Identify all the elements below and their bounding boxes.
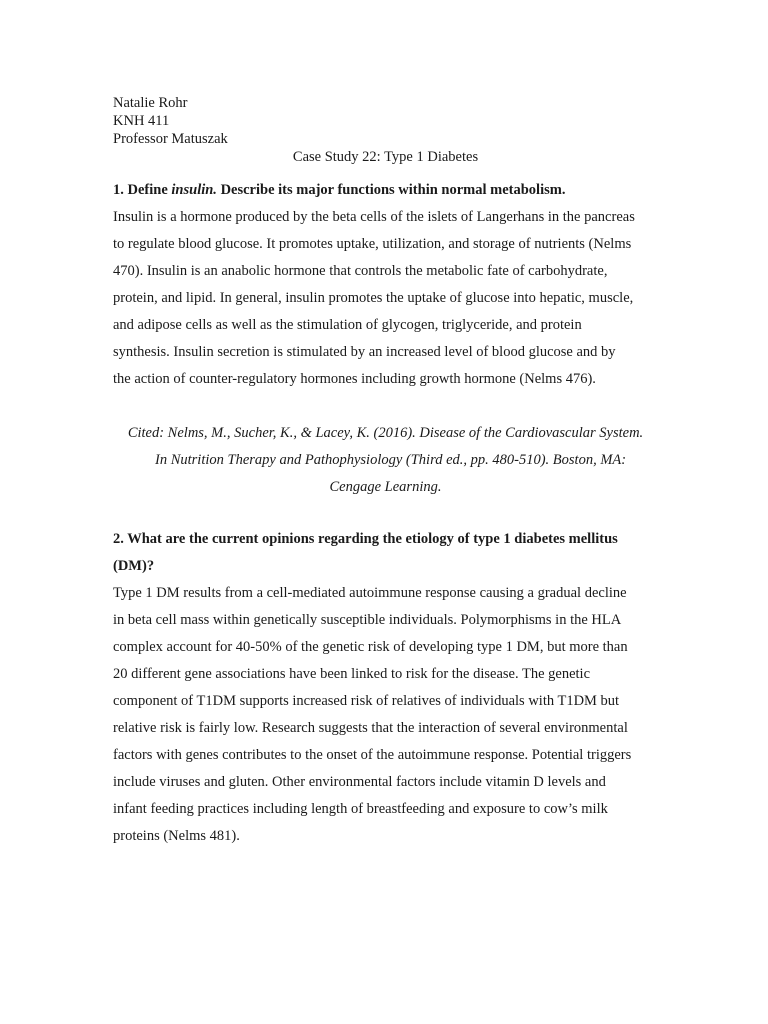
citation-line-1: Cited: Nelms, M., Sucher, K., & Lacey, K. (2016). Disease of the Cardiovascular System. xyxy=(127,425,644,441)
question-1-term: insulin. xyxy=(171,182,217,198)
answer-2-line: in beta cell mass within genetically susceptible individuals. Polymorphisms in the HLA xyxy=(113,612,622,628)
answer-1-line: synthesis. Insulin secretion is stimulated by an increased level of blood glucose and by xyxy=(113,344,616,360)
answer-2-line: factors with genes contributes to the onset of the autoimmune response. Potential triggers xyxy=(113,747,632,763)
answer-2-line: complex account for 40-50% of the genetic risk of developing type 1 DM, but more than xyxy=(113,639,628,655)
question-1-prefix: 1. Define xyxy=(113,182,172,198)
answer-2-line: Type 1 DM results from a cell-mediated autoimmune response causing a gradual decline xyxy=(113,585,627,601)
citation xyxy=(113,420,658,501)
question-1 xyxy=(113,177,658,204)
answer-2-line: infant feeding practices including length of breastfeeding and exposure to cow’s milk xyxy=(113,801,608,817)
citation-line-3: Cengage Learning. xyxy=(329,479,442,495)
answer-2-line: 20 different gene associations have been linked to risk for the disease. The genetic xyxy=(113,666,590,682)
answer-2 xyxy=(113,580,658,850)
answer-2-line: component of T1DM supports increased risk of relatives of individuals with T1DM but xyxy=(113,693,620,709)
answer-1 xyxy=(113,204,658,393)
author-name: Natalie Rohr xyxy=(113,95,188,111)
professor-name: Professor Matuszak xyxy=(113,131,228,147)
question-1-suffix: Describe its major functions within normal metabolism. xyxy=(216,182,566,198)
answer-2-line: include viruses and gluten. Other environmental factors include vitamin D levels and xyxy=(113,774,606,790)
answer-1-line: to regulate blood glucose. It promotes uptake, utilization, and storage of nutrients (Nelms xyxy=(113,236,632,252)
question-2-line-2: (DM)? xyxy=(113,558,155,574)
answer-1-line: 470). Insulin is an anabolic hormone that controls the metabolic fate of carbohydrate, xyxy=(113,263,608,279)
answer-2-line: relative risk is fairly low. Research suggests that the interaction of several environmental xyxy=(113,720,628,736)
document-title: Case Study 22: Type 1 Diabetes xyxy=(292,149,479,165)
answer-1-line: Insulin is a hormone produced by the beta cells of the islets of Langerhans in the pancreas xyxy=(113,209,635,225)
answer-1-line: the action of counter-regulatory hormones including growth hormone (Nelms 476). xyxy=(113,371,596,387)
answer-1-line: and adipose cells as well as the stimulation of glycogen, triglyceride, and protein xyxy=(113,317,582,333)
answer-2-line: proteins (Nelms 481). xyxy=(113,828,240,844)
citation-line-2: In Nutrition Therapy and Pathophysiology (Third ed., pp. 480-510). Boston, MA: xyxy=(155,452,627,468)
question-2-line-1: 2. What are the current opinions regarding the etiology of type 1 diabetes mellitus xyxy=(113,531,618,547)
course-code: KNH 411 xyxy=(113,113,170,129)
answer-1-line: protein, and lipid. In general, insulin promotes the uptake of glucose into hepatic, muscle, xyxy=(113,290,634,306)
question-2 xyxy=(113,526,658,580)
